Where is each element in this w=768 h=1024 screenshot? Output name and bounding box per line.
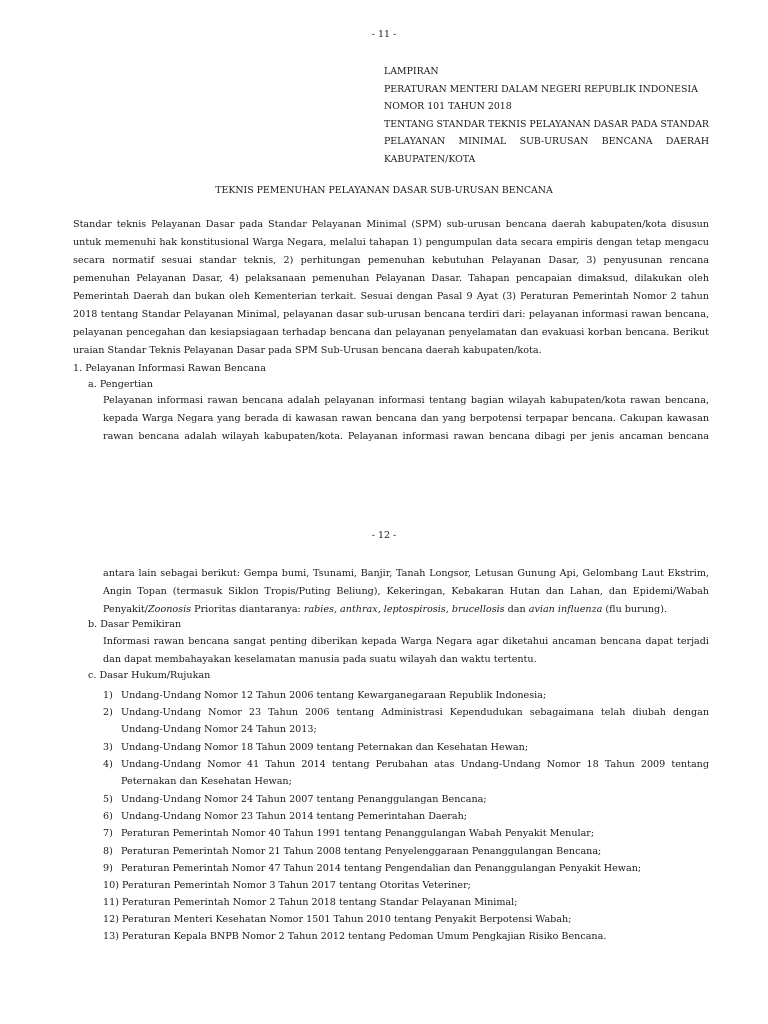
text-span: (flu burung). (602, 604, 667, 615)
reference-number: 11) (103, 897, 119, 908)
text-line: Pelayanan informasi rawan bencana adalah pelayanan informasi tentang bagian wilayah kabupaten/kota rawan bencana, (103, 395, 709, 406)
text-line: antara lain sebagai berikut: Gempa bumi, Tsunami, Banjir, Tanah Longsor, Letusan Gunung Api, Gelombang Laut Ekstrim, (103, 568, 709, 579)
reference-text: Peraturan Pemerintah Nomor 21 Tahun 2008 tentang Penyelenggaraan Penanggulangan Bencana; (121, 846, 602, 857)
italic-term: avian influenza (528, 604, 603, 615)
reference-number: 13) (103, 931, 119, 942)
text-line (103, 601, 709, 619)
text-line: 2018 tentang Standar Pelayanan Minimal, pelayanan dasar sub-urusan bencana terdiri dari: pelayanan informasi rawan bencana, (73, 309, 709, 320)
text-span: Penyakit/ (103, 604, 148, 615)
reference-text: Undang-Undang Nomor 12 Tahun 2006 tentang Kewarganegaraan Republik Indonesia; (121, 690, 547, 701)
reference-number: 12) (103, 914, 119, 925)
text-line: dan dapat membahayakan keselamatan manusia pada suatu wilayah dan waktu tertentu. (103, 654, 537, 665)
reference-text: Undang-Undang Nomor 24 Tahun 2007 tentang Penanggulangan Bencana; (121, 794, 487, 805)
text-line: kepada Warga Negara yang berada di kawasan rawan bencana dan yang berpotensi terpapar bencana. Cakupan kawasan (103, 413, 709, 424)
lampiran-line: NOMOR 101 TAHUN 2018 (384, 101, 512, 112)
continued-paragraph (103, 565, 709, 619)
reference-text: Peraturan Kepala BNPB Nomor 2 Tahun 2012 tentang Pedoman Umum Pengkajian Risiko Bencana. (122, 931, 607, 942)
reference-number: 9) (103, 863, 113, 874)
list-item-1: 1. Pelayanan Informasi Rawan Bencana (73, 363, 266, 374)
reference-text: Undang-Undang Nomor 18 Tahun 2009 tentang Peternakan dan Kesehatan Hewan; (121, 742, 529, 753)
lampiran-line: PERATURAN MENTERI DALAM NEGERI REPUBLIK INDONESIA (384, 83, 698, 95)
reference-number: 4) (103, 759, 113, 770)
reference-text (103, 911, 709, 928)
reference-text: Undang-Undang Nomor 23 Tahun 2006 tentang Administrasi Kependudukan sebagaimana telah diubah dengan (121, 707, 709, 718)
document-page-11 (0, 0, 768, 470)
lampiran-line: KABUPATEN/KOTA (384, 153, 476, 165)
text-line: Standar teknis Pelayanan Dasar pada Standar Pelayanan Minimal (SPM) sub-urusan bencana daerah kabupaten/kota disusun (73, 219, 709, 230)
reference-text: Peraturan Pemerintah Nomor 3 Tahun 2017 tentang Otoritas Veteriner; (122, 880, 471, 891)
reference-number: 8) (103, 846, 113, 857)
text-line: secara normatif sesuai standar teknis, 2) perhitungan pemenuhan kebutuhan Pelayanan Dasar, 3) penyusunan rencana (73, 255, 709, 266)
reference-text: Peraturan Pemerintah Nomor 40 Tahun 1991 tentang Penanggulangan Wabah Penyakit Menular; (121, 828, 595, 839)
reference-text: Undang-Undang Nomor 23 Tahun 2014 tentang Pemerintahan Daerah; (121, 811, 468, 822)
intro-paragraph (73, 216, 709, 360)
italic-term: rabies, anthrax, leptospirosis, brucellosis (303, 604, 505, 615)
reference-number: 6) (103, 811, 113, 822)
reference-text (103, 877, 709, 894)
reference-text: Undang-Undang Nomor 41 Tahun 2014 tentang Perubahan atas Undang-Undang Nomor 18 Tahun 2009 tentang (121, 759, 709, 770)
reference-text (103, 928, 709, 945)
text-line: rawan bencana adalah wilayah kabupaten/kota. Pelayanan informasi rawan bencana dibagi per jenis ancaman bencana (103, 431, 709, 442)
list-item-a: a. Pengertian (88, 379, 153, 390)
text-line: Pemerintah Daerah dan bukan oleh Kementerian terkait. Sesuai dengan Pasal 9 Ayat (3) Peraturan Pemerintah Nomor 2 tahun (73, 291, 709, 302)
text-span: Prioritas diantaranya: (191, 604, 304, 615)
reference-text: Peraturan Menteri Kesehatan Nomor 1501 Tahun 2010 tentang Penyakit Berpotensi Wabah; (122, 914, 572, 925)
reference-text: Undang-Undang Nomor 24 Tahun 2013; (121, 724, 317, 736)
lampiran-line: PELAYANAN MINIMAL SUB-URUSAN BENCANA DAERAH (384, 136, 709, 147)
reference-number: 10) (103, 880, 119, 891)
page-number: - 11 - (371, 29, 397, 40)
text-line: Informasi rawan bencana sangat penting diberikan kepada Warga Negara agar diketahui ancaman bencana dapat terjadi (103, 636, 709, 647)
text-line: pelayanan pencegahan dan kesiapsiagaan terhadap bencana dan pelayanan penyelamatan dan evakuasi korban bencana. Berikut (73, 327, 709, 338)
dasar-pemikiran-paragraph (103, 633, 709, 669)
list-item-c: c. Dasar Hukum/Rujukan (88, 670, 211, 681)
reference-text (103, 894, 709, 911)
reference-text: Peraturan Pemerintah Nomor 2 Tahun 2018 tentang Standar Pelayanan Minimal; (122, 897, 518, 908)
lampiran-label: LAMPIRAN (384, 66, 439, 77)
section-title: TEKNIS PEMENUHAN PELAYANAN DASAR SUB-URUSAN BENCANA (215, 185, 553, 196)
page-number: - 12 - (371, 530, 397, 541)
document-page-12 (0, 470, 768, 1024)
lampiran-header (384, 63, 709, 168)
lampiran-line: TENTANG STANDAR TEKNIS PELAYANAN DASAR PADA STANDAR (384, 118, 709, 130)
italic-term: Zoonosis (148, 604, 192, 615)
reference-text: Peraturan Pemerintah Nomor 47 Tahun 2014 tentang Pengendalian dan Penanggulangan Penyakit Hewan; (121, 863, 642, 874)
reference-number: 3) (103, 742, 113, 753)
text-line: pemenuhan Pelayanan Dasar, 4) pelaksanaan pemenuhan Pelayanan Dasar. Tahapan pencapaian dimaksud, dilakukan oleh (73, 273, 709, 284)
reference-number: 1) (103, 690, 113, 701)
reference-number: 5) (103, 794, 113, 805)
pengertian-paragraph (103, 392, 709, 446)
reference-number: 7) (103, 828, 113, 839)
text-line: uraian Standar Teknis Pelayanan Dasar pada SPM Sub-Urusan bencana daerah kabupaten/kota. (73, 345, 542, 356)
reference-number: 2) (103, 707, 113, 718)
reference-text: Peternakan dan Kesehatan Hewan; (121, 776, 292, 788)
list-item-b: b. Dasar Pemikiran (88, 619, 182, 630)
text-span: dan (504, 604, 529, 615)
text-line: untuk memenuhi hak konstitusional Warga Negara, melalui tahapan 1) pengumpulan data secara empiris dengan tetap mengacu (73, 237, 709, 248)
text-line: Angin Topan (termasuk Siklon Tropis/Puting Beliung), Kekeringan, Kebakaran Hutan dan Lahan, dan Epidemi/Wabah (103, 586, 709, 597)
